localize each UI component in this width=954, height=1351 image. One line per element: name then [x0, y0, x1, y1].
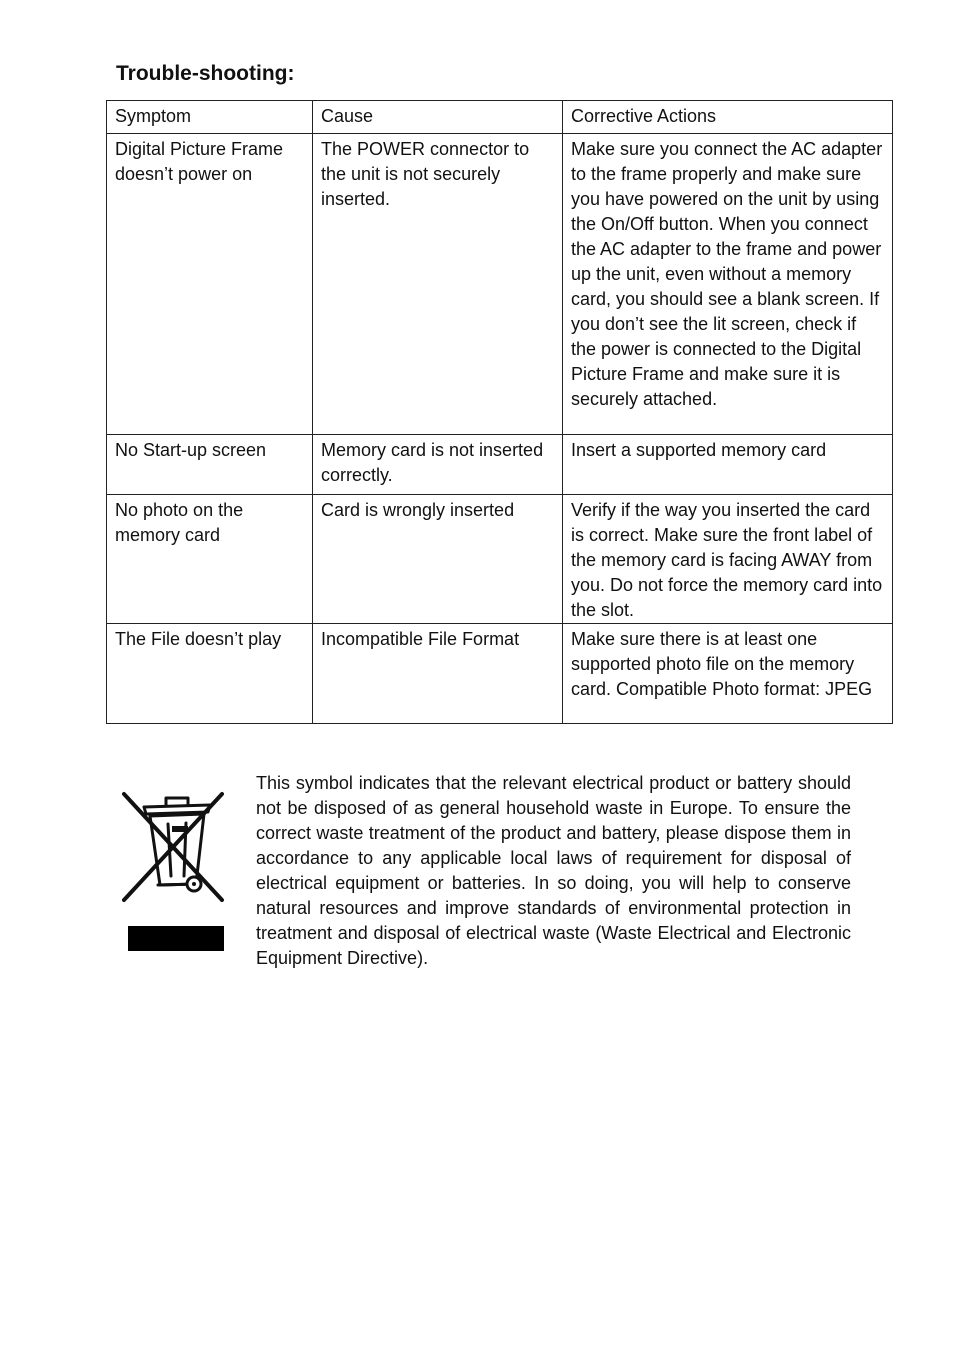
troubleshooting-table	[106, 100, 893, 724]
action-cell: Insert a supported memory card	[563, 435, 893, 495]
symptom-cell: Digital Picture Frame doesn’t power on	[107, 134, 313, 435]
action-cell: Make sure you connect the AC adapter to the frame properly and make sure you have powered on the unit by using the On/Off button. When you connect the AC adapter to the frame and power up the unit, even without a memory card, you should see a blank screen. If you don’t see the lit screen, check if the power is connected to the Digital Picture Frame and make sure it is securely attached.	[563, 134, 893, 435]
action-cell: Make sure there is at least one supported photo file on the memory card. Compatible Photo format: JPEG	[563, 624, 893, 724]
symptom-cell: No Start-up screen	[107, 435, 313, 495]
table-row	[107, 495, 893, 624]
cause-cell: Incompatible File Format	[313, 624, 563, 724]
symptom-cell: No photo on the memory card	[107, 495, 313, 624]
table-row	[107, 134, 893, 435]
symptom-cell: The File doesn’t play	[107, 624, 313, 724]
table-row	[107, 624, 893, 724]
page-title: Trouble-shooting:	[116, 62, 295, 85]
action-cell: Verify if the way you inserted the card is correct. Make sure the front label of the memory card is facing AWAY from you. Do not force the memory card into the slot.	[563, 495, 893, 624]
column-header-cause: Cause	[313, 101, 563, 134]
table-row	[107, 435, 893, 495]
cause-cell: Memory card is not inserted correctly.	[313, 435, 563, 495]
column-header-symptom: Symptom	[107, 101, 313, 134]
cause-cell: Card is wrongly inserted	[313, 495, 563, 624]
column-header-corrective-actions: Corrective Actions	[563, 101, 893, 134]
cause-cell: The POWER connector to the unit is not securely inserted.	[313, 134, 563, 435]
weee-disposal-notice: This symbol indicates that the relevant electrical product or battery should not be disposed of as general household waste in Europe. To ensure the correct waste treatment of the product and battery, please dispose them in accordance to any applicable local laws of requirement for disposal of electrical equipment or batteries. In so doing, you will help to conserve natural resources and improve standards of environmental protection in treatment and disposal of electrical waste (Waste Electrical and Electronic Equipment Directive).	[256, 773, 851, 968]
crossed-out-wheelie-bin-icon	[118, 788, 234, 954]
table-header-row	[107, 101, 893, 134]
